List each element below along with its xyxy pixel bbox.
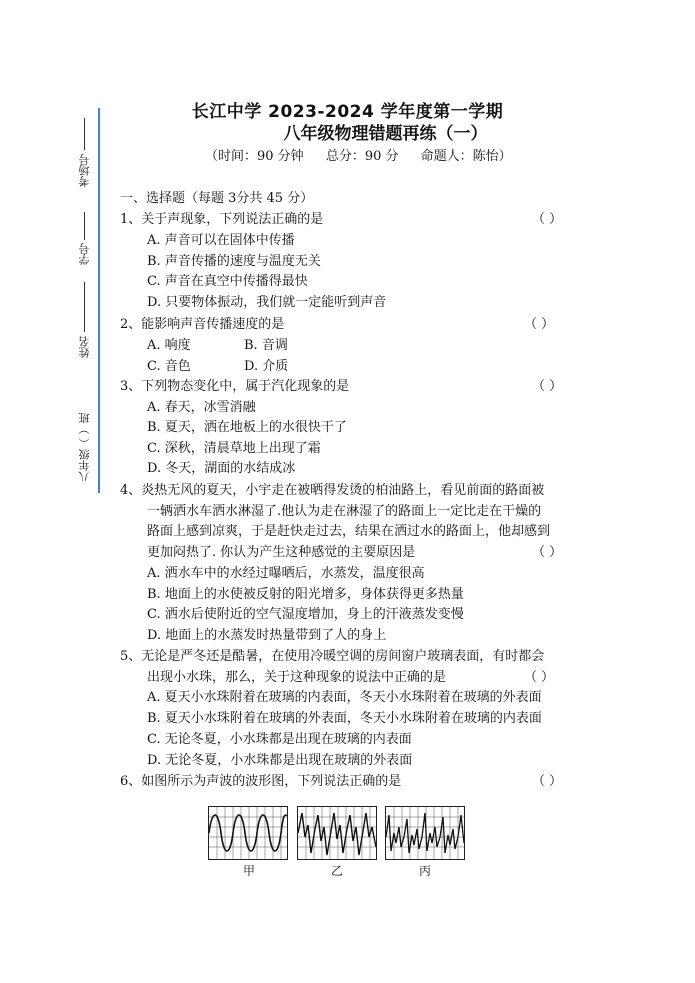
question-1-answer-blank[interactable]: （ ） [532,212,563,227]
question-3-option-b: B. 夏天，洒在地板上的水很快干了 [147,420,347,435]
exam-subtitle: 八年级物理错题再练（一） [283,124,488,144]
question-5-stem-line-2: 出现小水珠，那么，关于这种现象的说法中正确的是 [147,670,447,685]
student-no-blank [84,212,85,240]
question-3-option-a: A. 春天，冰雪消融 [147,400,256,415]
question-1-option-c: C. 声音在真空中传播得最快 [147,274,308,289]
waveform-label-jia: 甲 [243,864,256,878]
waveform-jia-graphic [209,807,287,859]
question-3-option-d: D. 冬天，湖面的水结成冰 [147,461,296,476]
exam-room-label: 考场号 [78,154,91,187]
question-1-stem: 1、关于声现象，下列说法正确的是 [120,212,324,227]
question-2-option-c: C. 音色 [147,359,191,374]
question-1-option-d: D. 只要物体振动，我们就一定能听到声音 [147,295,387,310]
name-blank [84,282,85,332]
question-4-option-d: D. 地面上的水蒸发时热量带到了人的身上 [147,628,387,643]
question-2-option-a: A. 响度 [147,338,191,353]
class-label: 八年级（ ）班 [78,412,91,482]
question-3-stem: 3、下列物态变化中，属于汽化现象的是 [120,379,350,394]
waveform-label-yi: 乙 [331,864,344,878]
waveform-bing-graphic [386,807,464,859]
question-4-answer-blank[interactable]: （ ） [532,545,563,560]
exam-author: 命题人：陈怡） [420,149,512,164]
question-3-option-c: C. 深秋，清晨草地上出现了霜 [147,441,321,456]
question-2-option-b: B. 音调 [244,338,288,353]
question-3-answer-blank[interactable]: （ ） [532,379,563,394]
question-4-option-c: C. 洒水后使附近的空气湿度增加，身上的汗液蒸发变慢 [147,607,464,622]
question-4-option-a: A. 洒水车中的水经过曝晒后，水蒸发，温度很高 [147,566,425,581]
exam-score: 总分：90 分 [325,149,399,164]
question-4-stem-line-3: 路面上感到凉爽，于是赶快走过去，结果在洒过水的路面上，他却感到 [147,524,551,539]
waveform-yi-graphic [298,807,376,859]
student-no-label: 学号 [78,243,91,265]
binding-rule [98,108,100,493]
waveform-yi [297,806,377,860]
waveform-label-bing: 丙 [419,864,432,878]
exam-meta [205,145,530,164]
exam-room-blank [84,118,85,150]
question-6-answer-blank[interactable]: （ ） [532,774,563,789]
question-5-option-d: D. 无论冬夏，小水珠都是出现在玻璃的外表面 [147,753,413,768]
waveform-bing [385,806,465,860]
question-4-stem-line-1: 4、炎热无风的夏天，小宇走在被晒得发烫的柏油路上，看见前面的路面被 [120,483,545,498]
question-1-option-b: B. 声音传播的速度与温度无关 [147,254,321,269]
question-6-stem: 6、如图所示为声波的波形图，下列说法正确的是 [120,774,402,789]
question-5-stem-line-1: 5、无论是严冬还是酷暑，在使用冷暖空调的房间窗户玻璃表面，有时都会 [120,649,545,664]
question-2-option-d: D. 介质 [244,359,289,374]
question-4-stem-line-2: 一辆洒水车洒水淋湿了.他认为走在淋湿了的路面上一定比走在干燥的 [147,504,542,519]
question-2-stem: 2、能影响声音传播速度的是 [120,317,285,332]
question-5-option-c: C. 无论冬夏，小水珠都是出现在玻璃的内表面 [147,732,412,747]
question-4-option-b: B. 地面上的水使被反射的阳光增多，身体获得更多热量 [147,587,464,602]
exam-title: 长江中学 2023-2024 学年度第一学期 [191,102,504,122]
name-label: 姓名 [78,336,91,358]
waveform-jia [208,806,288,860]
question-5-answer-blank[interactable]: （ ） [524,670,555,685]
exam-time: （时间：90 分钟 [205,149,304,164]
section-heading: 一、选择题（每题 3分共 45 分） [120,191,314,206]
question-1-option-a: A. 声音可以在固体中传播 [147,233,295,248]
question-4-stem-line-4: 更加闷热了. 你认为产生这种感觉的主要原因是 [147,545,416,560]
question-5-option-b: B. 夏天小水珠附着在玻璃的外表面，冬天小水珠附着在玻璃的内表面 [147,711,542,726]
question-2-answer-blank[interactable]: （ ） [524,317,555,332]
question-5-option-a: A. 夏天小水珠附着在玻璃的内表面，冬天小水珠附着在玻璃的外表面 [147,690,542,705]
